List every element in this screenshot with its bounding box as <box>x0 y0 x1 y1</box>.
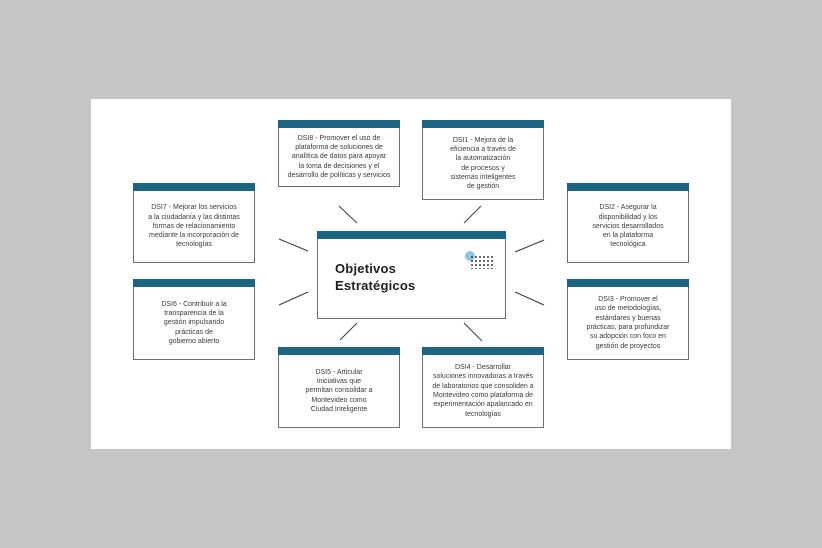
dot-grid-icon <box>470 255 494 269</box>
connector-dsi4 <box>464 323 482 341</box>
diagram-slide <box>91 99 731 449</box>
card-header-bar <box>278 347 400 355</box>
central-node <box>317 231 506 319</box>
connector-dsi3 <box>515 292 544 305</box>
card-header-bar <box>133 279 255 287</box>
card-header-bar <box>278 120 400 128</box>
central-node-header-bar <box>317 231 506 239</box>
objective-text-dsi1: DSI1 - Mejora de la eficiencia a través de la automatización de procesos y sistemas inteligentes de gestión <box>450 136 516 191</box>
objective-text-dsi7: DSI7 - Mejorar los servicios a la ciudadanía y las distintas formas de relacionamiento mediante la incorporación de tecnologías <box>148 204 240 249</box>
card-header-bar <box>133 183 255 191</box>
objective-text-dsi4: DSI4 - Desarrollar soluciones innovadoras a través de laboratorios que consoliden a Montevideo como plataforma de experimentación apalancado en tecnologías <box>432 364 534 418</box>
objective-text-dsi6: DSI6 - Contribuir a la transparencia de la gestión impulsando prácticas de gobierno abierto <box>161 300 227 345</box>
objective-text-dsi2: DSI2 - Asegurar la disponibilidad y los servicios desarrollados en la plataforma tecnológica <box>592 204 664 249</box>
card-header-bar <box>567 183 689 191</box>
connector-dsi2 <box>515 240 544 252</box>
connector-dsi7 <box>279 239 308 251</box>
connector-dsi6 <box>279 292 308 305</box>
connector-dsi5 <box>340 323 357 340</box>
card-header-bar <box>422 120 544 128</box>
objective-text-dsi8: DSI8 - Promover el uso de plataforma de soluciones de analítica de datos para apoyar la toma de decisiones y el desarrollo de políticas y servicios <box>287 134 391 179</box>
objective-card-dsi5 <box>278 347 400 428</box>
objective-card-dsi2 <box>567 183 689 263</box>
objective-card-dsi8 <box>278 120 400 187</box>
objective-card-dsi1 <box>422 120 544 200</box>
objective-text-dsi5: DSI5 - Articular iniciativas que permitan consolidar a Montevideo como Ciudad Inteligente <box>305 368 373 413</box>
objective-card-dsi6 <box>133 279 255 360</box>
objective-card-dsi7 <box>133 183 255 263</box>
objective-text-dsi3: DSI3 - Promover el uso de metodologías, estándares y buenas prácticas, para profundizar su adopción con foco en gestión de proyectos <box>586 296 670 350</box>
connector-dsi1 <box>464 206 481 223</box>
card-header-bar <box>567 279 689 287</box>
connector-dsi8 <box>339 206 357 223</box>
card-header-bar <box>422 347 544 355</box>
central-node-title: Objetivos Estratégicos <box>335 261 416 293</box>
objective-card-dsi3 <box>567 279 689 360</box>
objective-card-dsi4 <box>422 347 544 428</box>
